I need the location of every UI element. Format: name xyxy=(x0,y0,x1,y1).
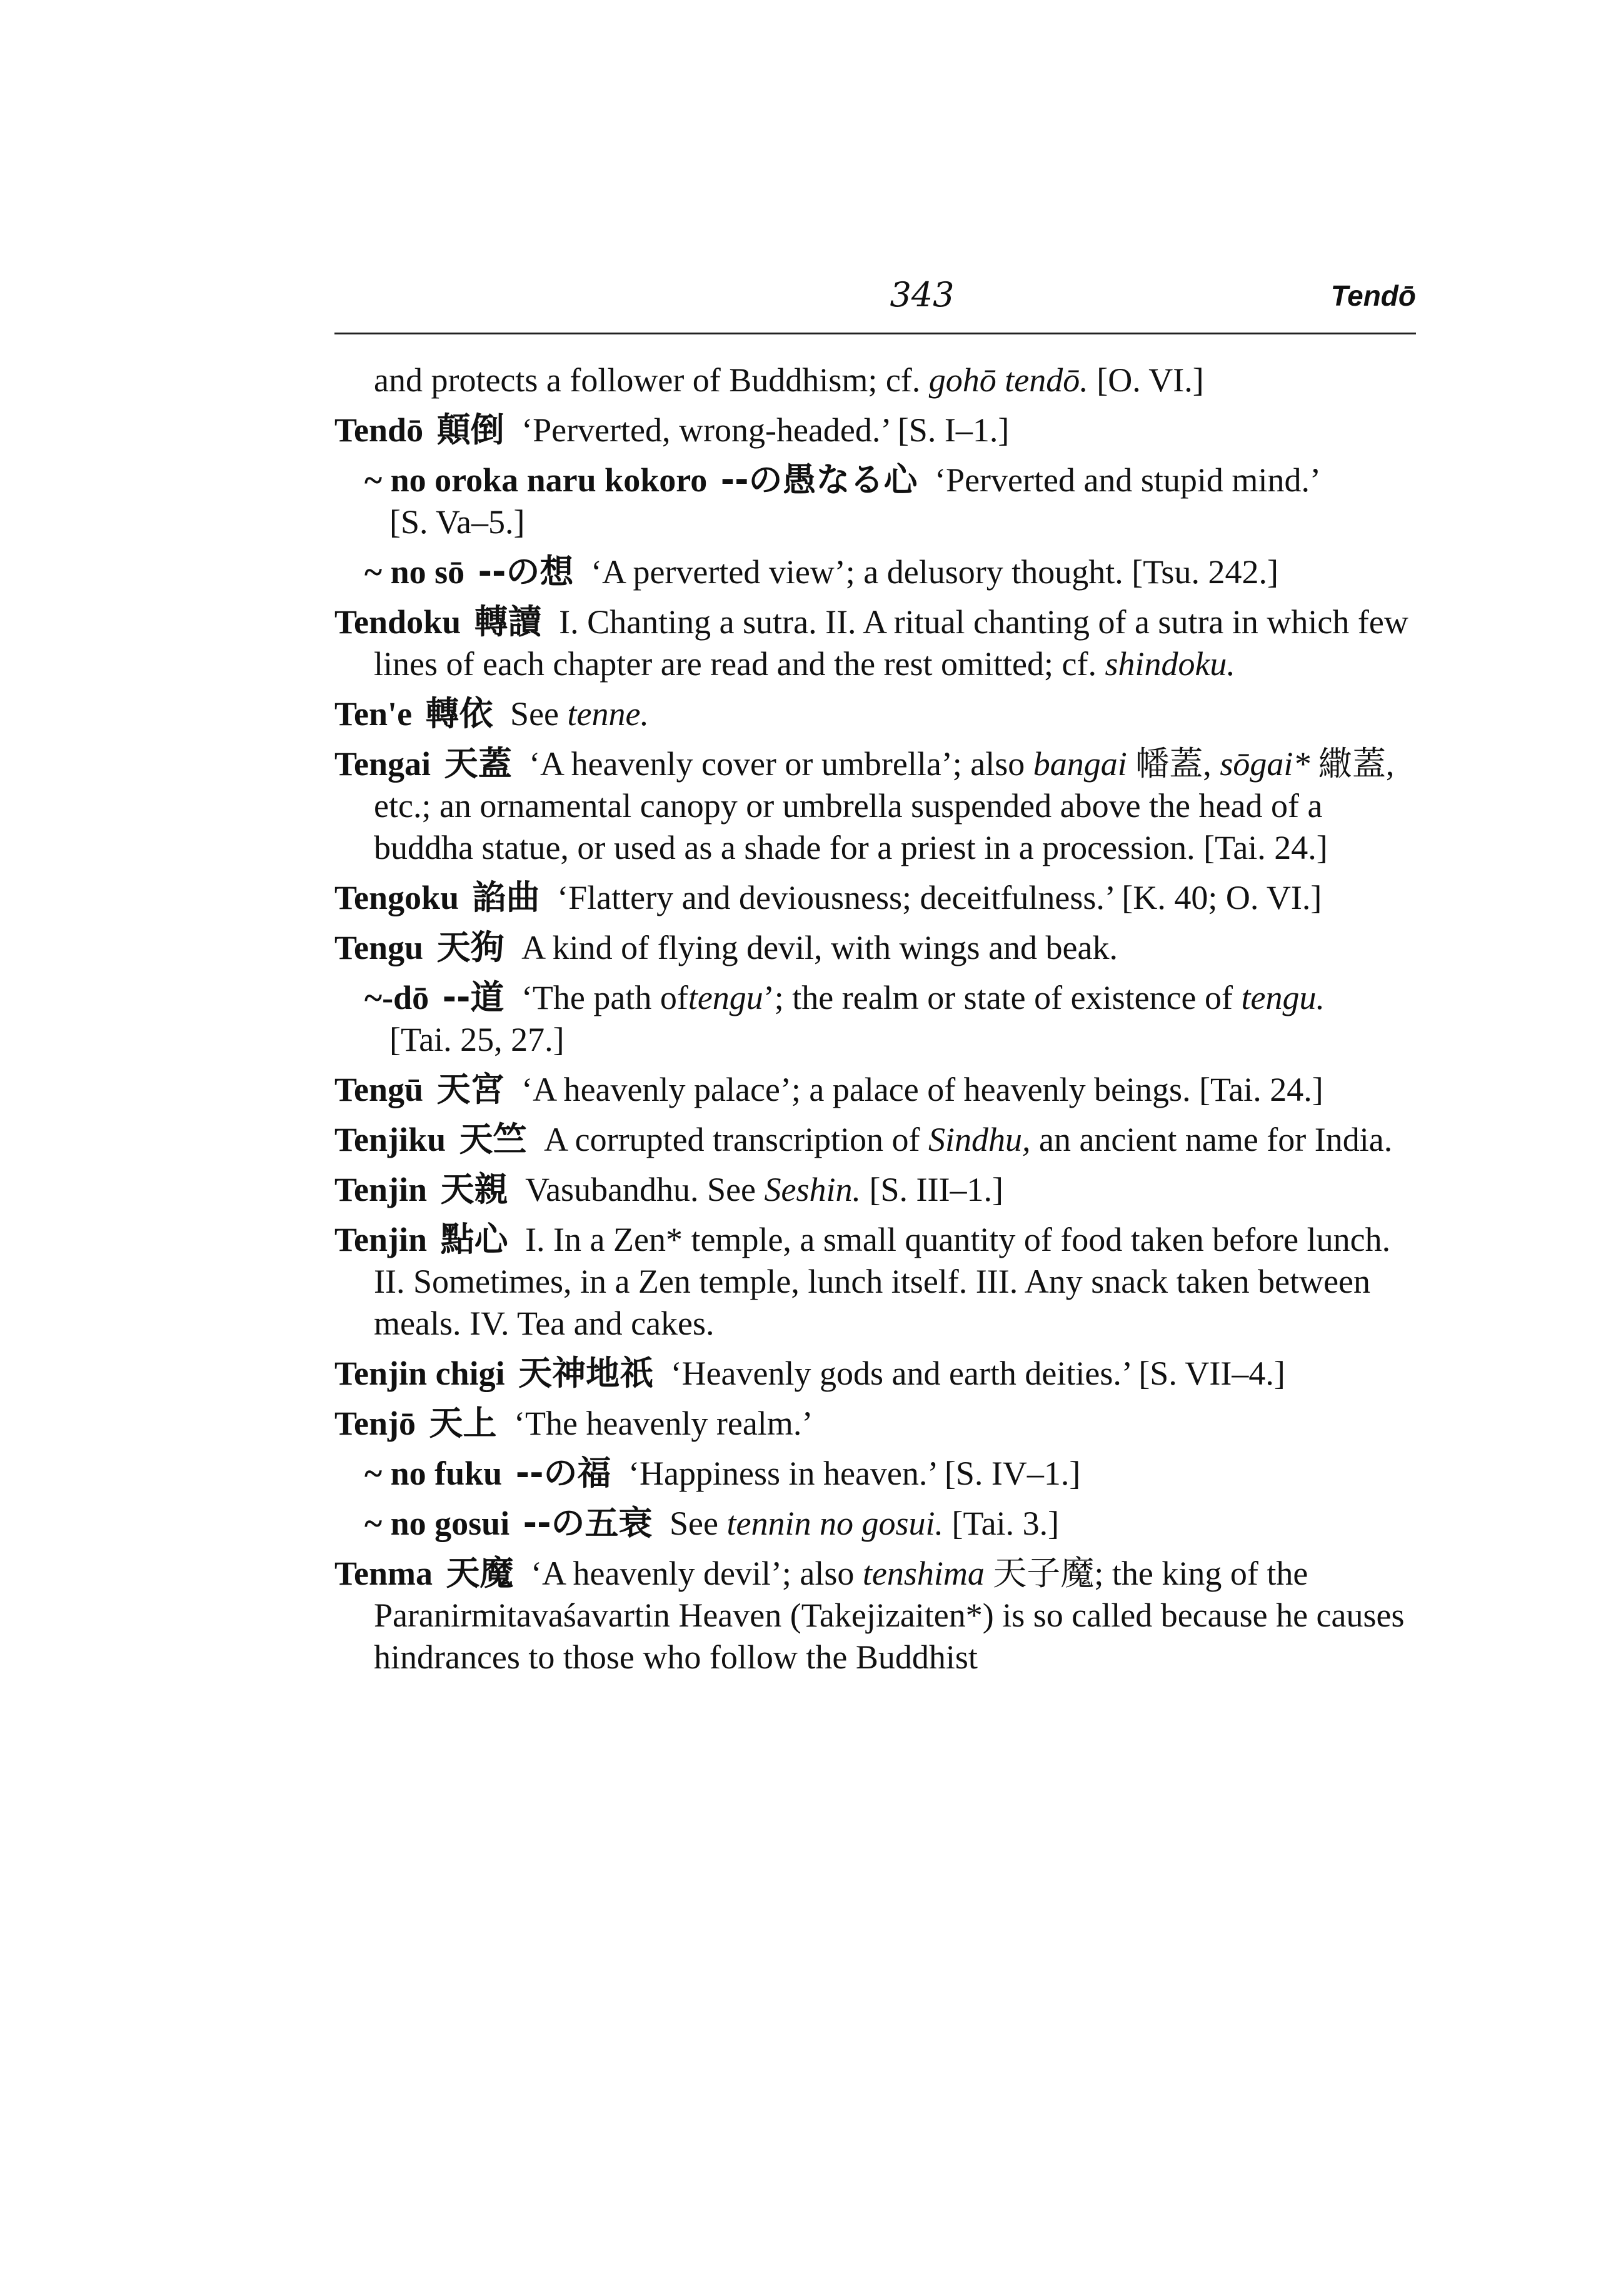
headword: Tengoku xyxy=(334,879,459,916)
subentry-no-oroka-naru-kokoro: ~ no oroka naru kokoro --の愚なる心 ‘Perverted and stupid mind.’ [S. Va–5.] xyxy=(364,460,1318,541)
headword: ~ no gosui xyxy=(364,1505,510,1542)
running-head: Tendō xyxy=(1330,279,1416,312)
kanji: 天親 xyxy=(440,1170,508,1209)
entry-tenjo: Tenjō 天上 ‘The heavenly realm.’ xyxy=(334,1403,813,1443)
kanji: 顛倒 xyxy=(436,410,504,449)
entry-tengai: Tengai 天蓋 ‘A heavenly cover or umbrella’; also bangai 幡蓋, sōgai* 繖蓋, etc.; an ornamental canopy or umbrella suspended above the head of a buddha statue, or used as a shade for a priest in a procession. [Tai. 24.] xyxy=(334,744,1395,866)
entry-tendoku: Tendoku 轉讀 I. Chanting a sutra. II. A ritual chanting of a sutra in which few lines of each chapter are read and the rest omitted; cf. shindoku. xyxy=(334,602,1408,683)
subentry-no-gosui: ~ no gosui --の五衰 See tennin no gosui. [Tai. 3.] xyxy=(364,1503,1060,1543)
kanji: 天魔 xyxy=(446,1553,514,1593)
headword: ~ no fuku xyxy=(364,1455,503,1492)
headword: Tenma xyxy=(334,1555,433,1592)
headword: ~-dō xyxy=(364,979,429,1016)
kanji: 天竺 xyxy=(459,1120,527,1159)
entry-tengu-palace: Tengū 天宮 ‘A heavenly palace’; a palace of heavenly beings. [Tai. 24.] xyxy=(334,1070,1323,1109)
headword: Tengū xyxy=(334,1071,424,1108)
kanji: 轉讀 xyxy=(474,602,542,641)
entry-tene: Ten'e 轉依 See tenne. xyxy=(334,694,649,733)
subentry-tengu-do: ~-dō --道 ‘The path oftengu’; the realm or state of existence of tengu. [Tai. 25, 27.] xyxy=(364,978,1325,1058)
entry-tenma: Tenma 天魔 ‘A heavenly devil’; also tenshima 天子魔; the king of the Paranirmitavaśavartin Heaven (Takejizaiten*) is so called because he causes hindrances to those who follow the Buddhist xyxy=(334,1553,1405,1676)
page-number: 343 xyxy=(890,275,955,314)
kanji: --道 xyxy=(442,978,504,1017)
headword: Tenjin xyxy=(334,1171,428,1208)
kanji: --の福 xyxy=(515,1453,611,1493)
headword: Tengai xyxy=(334,745,431,783)
entry-tenjiku: Tenjiku 天竺 A corrupted transcription of Sindhu, an ancient name for India. xyxy=(334,1120,1393,1159)
page-header xyxy=(334,275,1416,325)
headword: Ten'e xyxy=(334,695,413,733)
headword: Tenjō xyxy=(334,1405,416,1442)
headword: Tenjin xyxy=(334,1221,428,1258)
headword: ~ no oroka naru kokoro xyxy=(364,461,708,499)
entry-tenjin-chigi: Tenjin chigi 天神地祇 ‘Heavenly gods and earth deities.’ [S. VII–4.] xyxy=(334,1353,1285,1393)
headword: Tendō xyxy=(334,411,424,449)
headword: ~ no sō xyxy=(364,553,465,591)
headword: Tenjin chigi xyxy=(334,1355,505,1392)
entry-list xyxy=(334,359,1419,1686)
kanji: 點心 xyxy=(440,1220,508,1259)
kanji: 天宮 xyxy=(436,1070,504,1109)
entry-tengu: Tengu 天狗 A kind of flying devil, with wings and beak. xyxy=(334,928,1118,967)
entry-tenjin-snack: Tenjin 點心 I. In a Zen* temple, a small quantity of food taken before lunch. II. Sometimes, in a Zen temple, lunch itself. III. Any snack taken between meals. IV. Tea and cakes. xyxy=(334,1220,1391,1342)
headword: Tengu xyxy=(334,929,424,966)
kanji: --の愚なる心 xyxy=(720,460,918,499)
kanji: 諂曲 xyxy=(472,878,540,917)
kanji: --の五衰 xyxy=(523,1503,653,1543)
header-rule xyxy=(334,333,1416,334)
kanji: 轉依 xyxy=(425,694,493,733)
entry-tenjin-vasubandhu: Tenjin 天親 Vasubandhu. See Seshin. [S. III–1.] xyxy=(334,1170,1003,1209)
entry-continuation: and protects a follower of Buddhism; cf. gohō tendō. [O. VI.] xyxy=(374,361,1204,399)
kanji: --の想 xyxy=(478,552,574,591)
kanji: 天狗 xyxy=(436,928,504,967)
headword: Tendoku xyxy=(334,603,461,641)
subentry-no-so: ~ no sō --の想 ‘A perverted view’; a delusory thought. [Tsu. 242.] xyxy=(364,552,1278,591)
subentry-no-fuku: ~ no fuku --の福 ‘Happiness in heaven.’ [S. IV–1.] xyxy=(364,1453,1081,1493)
headword: Tenjiku xyxy=(334,1121,446,1158)
kanji: 天上 xyxy=(429,1403,497,1443)
kanji: 天神地祇 xyxy=(518,1353,654,1393)
entry-tendo: Tendō 顛倒 ‘Perverted, wrong-headed.’ [S. I–1.] xyxy=(334,410,1010,449)
kanji: 天蓋 xyxy=(444,744,512,783)
entry-tengoku: Tengoku 諂曲 ‘Flattery and deviousness; deceitfulness.’ [K. 40; O. VI.] xyxy=(334,878,1322,917)
